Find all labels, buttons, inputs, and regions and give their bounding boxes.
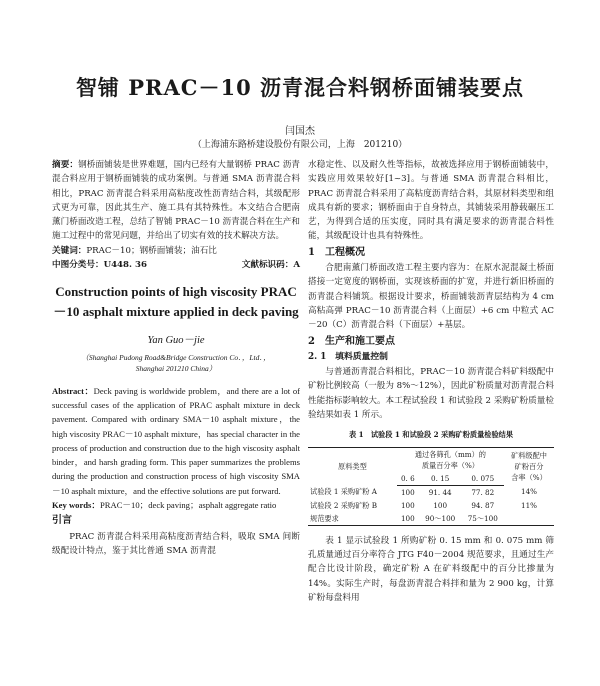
section-1-heading: 1 工程概况: [308, 246, 365, 258]
table-header-type: 原料类型: [308, 447, 397, 485]
english-title: Construction points of high viscosity PRAC－10 asphalt mixture applied in deck paving: [53, 284, 299, 320]
table-cell: 77. 82: [471, 487, 495, 497]
clc-value: U448. 36: [103, 260, 147, 271]
table-cell: 11%: [521, 500, 537, 510]
keywords-cn: [52, 244, 300, 258]
section-2-1-heading: 2. 1 填料质量控制: [308, 351, 388, 362]
table-cell: 试验段 2 采购矿粉 B: [310, 500, 378, 510]
table-header-sieve: 0. 075: [461, 472, 504, 486]
abstract-cn: [52, 158, 300, 244]
table-1-discussion: 表 1 显示试验段 1 所购矿粉 0. 15 mm 和 0. 075 mm 筛孔质量通过百分率符合 JTG F40－2004 规范要求，且通过生产配合比设计阶段，确定矿粉 A 在矿料级配中的百分比掺量为 14%。实际生产时，每盘沥青混合料拌和量为 2 900 kg，计算矿粉每盘料用: [308, 535, 554, 603]
abstract-en: [52, 384, 300, 498]
doc-code: [242, 258, 300, 272]
table-cell: 100: [400, 487, 415, 497]
abstract-en-text: Deck paving is worldwide problem，and there are a lot of successful cases of the application of PRAC asphalt mixture in deck pavement. Compared with ordinary SMA－10 asphalt mixture，the high viscosity PRAC－10 asphalt mixture，has special character in the process of production and construction due to the high viscosity asphalt binder，and harsh grading form. This paper summarizes the problems during the production and construction process of high viscosity SMA－10 asphalt mixture，and the effective solutions are put forward.: [52, 385, 300, 496]
table-1: [308, 447, 554, 526]
english-affiliation-line-2: Shanghai 201210 China）: [135, 363, 217, 373]
abstract-cn-text: 钢桥面铺装是世界难题，国内已经有大量钢桥 PRAC 沥青混合料应用于钢桥面铺装的成功案例。与普通 SMA 沥青混合料相比，PRAC 沥青混合料采用高粘度改性沥青结合料，其级配形式更为可靠，因此其生产、施工具有其特殊性。本文结合合肥南薰门桥面改造工程，总结了智铺 PRAC－10 沥青混合料在生产和施工过程中的常见问题，并给出了切实有效的技术解决方法。: [52, 160, 300, 242]
table-cell: 试验段 1 采购矿粉 A: [310, 487, 377, 497]
table-header-sieve: 0. 6: [397, 472, 419, 486]
table-header-percentage-line-3: 含率（%）: [511, 472, 547, 482]
doc-code-label: 文献标识码：: [241, 260, 294, 271]
intro-continued: 水稳定性、以及耐久性等指标，故被选择应用于钢桥面铺装中，实践应用效果较好[1~3]。与普通 SMA 沥青混合料相比，PRAC 沥青混合料采用了高粘度沥青结合料，其原材料类型和组成具有新的要求；钢桥面由于自身特点，其铺装采用静载碾压工艺，为得到合适的压实度，同时具有满足要求的沥青混合料性能，其级配设计也具有特殊性。: [308, 160, 554, 242]
table-cell: 90～100: [419, 512, 462, 526]
table-header-percentage: [504, 447, 554, 485]
clc-number: [52, 258, 147, 272]
table-cell: 规范要求: [308, 512, 397, 526]
paper-title: 智铺 PRAC－10 沥青混合料钢桥面铺装要点: [75, 75, 525, 100]
doc-code-value: A: [293, 260, 300, 271]
table-1-caption: 表 1 试验段 1 和试验段 2 采购矿粉质量检验结果: [348, 430, 514, 440]
table-cell: 100: [400, 500, 415, 510]
table-header-passing-line-1: 通过各筛孔（mm）的: [414, 449, 486, 459]
keywords-en: [52, 498, 300, 512]
table-row: [308, 485, 554, 499]
abstract-cn-label: 摘要：: [52, 160, 79, 170]
table-cell: 91. 44: [428, 487, 452, 497]
paper-author: 闫国杰: [285, 126, 315, 137]
table-cell: 100: [397, 512, 419, 526]
intro-heading: 引言: [52, 515, 72, 527]
table-cell: 100: [433, 500, 448, 510]
english-author: Yan Guo－jie: [147, 335, 205, 347]
left-column: [52, 158, 300, 558]
table-cell: 14%: [521, 487, 537, 497]
section-2-1-text: 与普通沥青混合料相比，PRAC－10 沥青混合料矿料级配中矿粉比例较高（一般为 8%～12%），因此矿粉质量对沥青混合料性能指标影响较大。本工程试验段 1 和试验段 2 采购矿粉质量检验结果如表 1 所示。: [308, 367, 555, 421]
table-header-sieve: 0. 15: [419, 472, 462, 486]
intro-text: PRAC 沥青混合料采用高粘度沥青结合料，吸取 SMA 间断级配设计特点，鉴于其比普通 SMA 沥青混: [52, 531, 300, 556]
abstract-en-label: Abstract：: [52, 385, 94, 396]
clc-label: 中图分类号：: [52, 260, 104, 271]
english-affiliation-line-1: （Shanghai Pudong Road&Bridge Construction Co．，Ltd．，: [81, 352, 271, 362]
right-column: [308, 158, 554, 605]
keywords-en-label: Key words：: [52, 500, 100, 511]
keywords-cn-label: 关键词：: [52, 245, 87, 256]
table-header-passing: [397, 447, 504, 472]
classification-row: [52, 258, 300, 272]
section-1-text: 合肥南薰门桥面改造工程主要内容为：在原水泥混凝土桥面搭接一定宽度的钢桥面，实现该桥面的扩宽，并进行新旧桥面的沥青混合料铺筑。根据设计要求，桥面铺装沥青层结构为 4 cm 高粘高弹 PRAC－10 沥青混合料（上面层）+6 cm 中粒式 AC－20（C）沥青混合料（下面层）+基层。: [308, 263, 554, 331]
table-header-passing-line-2: 质量百分率（%）: [421, 460, 479, 470]
table-header-percentage-line-1: 矿料级配中: [511, 450, 547, 460]
section-2-heading: 2 生产和施工要点: [308, 335, 395, 347]
table-row: [308, 512, 554, 526]
table-row: [308, 499, 554, 512]
paper-affiliation: （上海浦东路桥建设股份有限公司，上海 201210）: [192, 140, 408, 150]
table-header-percentage-line-2: 矿粉百分: [514, 461, 544, 471]
table-cell: [504, 512, 554, 526]
table-cell: 94. 87: [471, 500, 495, 510]
table-cell: 75～100: [461, 512, 504, 526]
keywords-cn-text: PRAC－10；钢桥面铺装；油石比: [86, 245, 217, 256]
english-affiliation: [52, 352, 300, 374]
keywords-en-text: PRAC－10；deck paving；asphalt aggregate ratio: [99, 500, 277, 511]
